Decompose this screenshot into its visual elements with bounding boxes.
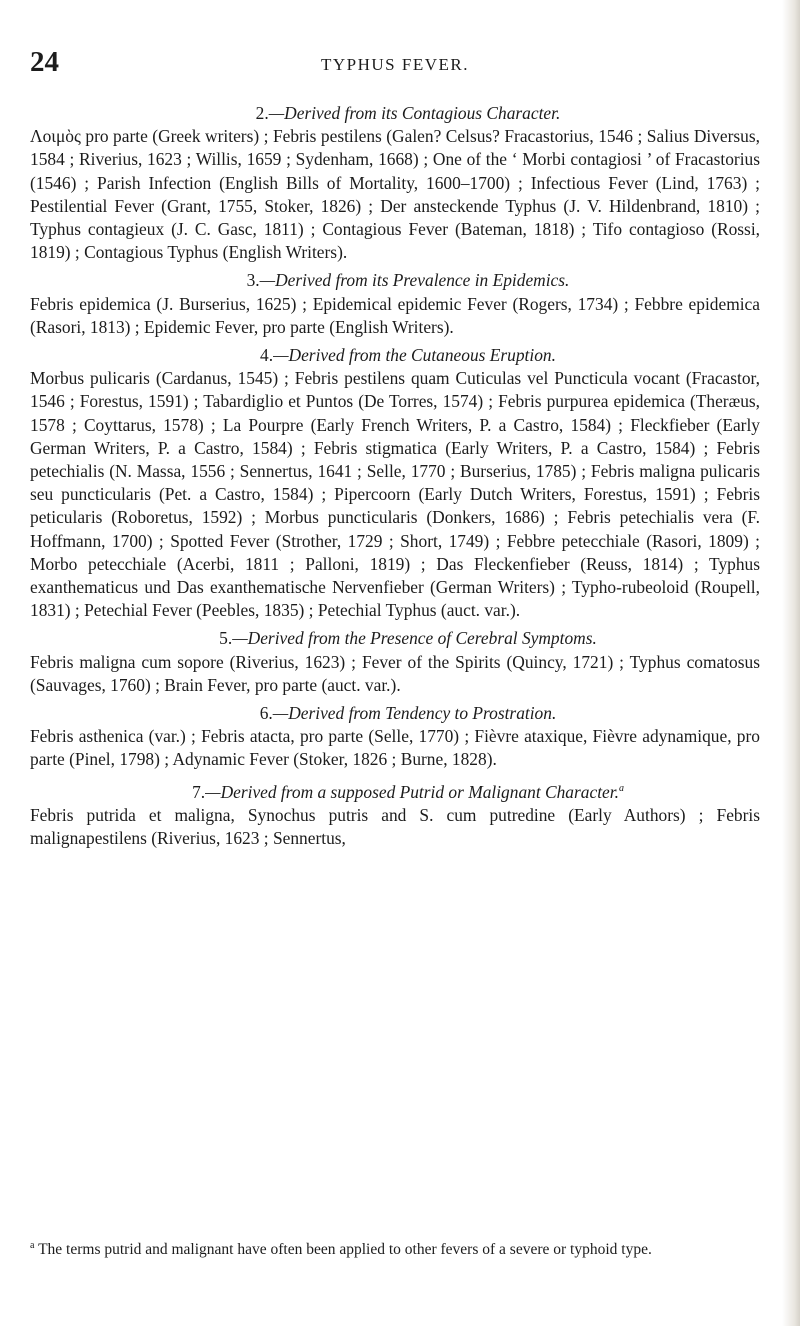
section-text: Λοιμὸς pro parte (Greek writers) ; Febris pestilens (Galen? Celsus? Fracastorius, 1546 ; Salius Diversus, 1584 ; Riverius, 1623 ; Willis, 1659 ; Sydenham, 1668) ; One of the ‘ Morbi contagiosi ’ of Fracastorius (1546) ; Parish Infection (English Bills of Mortality, 1600–1700) ; Infectious Fever (Lind, 1763) ; Pestilential Fever (Grant, 1755, Stoker, 1826) ; Der ansteckende Typhus (J. V. Hildenbrand, 1810) ; Typhus contagieux (J. C. Gasc, 1811) ; Contagious Fever (Bateman, 1818) ; Tifo contagioso (Rossi, 1819) ; Contagious Typhus (English Writers). <box>30 126 760 263</box>
section-text: Febris asthenica (var.) ; Febris atacta, pro parte (Selle, 1770) ; Fièvre ataxique, Fièvre adynamique, pro parte (Pinel, 1798) ; Adynamic Fever (Stoker, 1826 ; Burne, 1828). <box>30 726 760 770</box>
footnote-text: The terms putrid and malignant have often been applied to other fevers of a severe or typhoid type. <box>38 1241 652 1259</box>
section-heading: 3.—Derived from its Prevalence in Epidemics. <box>246 270 570 291</box>
section-heading: 2.—Derived from its Contagious Character. <box>255 103 561 123</box>
section-heading: 5.—Derived from the Presence of Cerebral Symptoms. <box>219 628 597 649</box>
section-heading: 4.—Derived from the Cutaneous Eruption. <box>260 345 556 366</box>
footnote-mark: a <box>30 1240 35 1251</box>
running-title: TYPHUS FEVER. <box>321 55 469 74</box>
page-body <box>30 102 760 855</box>
page-number: 24 <box>30 46 59 78</box>
section-heading: 6.—Derived from Tendency to Prostration. <box>259 703 557 724</box>
section-text: Morbus pulicaris (Cardanus, 1545) ; Febris pestilens quam Cuticulas vel Puncticula vocant (Fracastor, 1546 ; Forestus, 1591) ; Tabardiglio et Puntos (De Torres, 1574) ; Febris purpurea epidemica (Theræus, 1578 ; Coyttarus, 1578) ; La Pourpre (Early French Writers, P. a Castro, 1584) ; Fleckfieber (Early German Writers, P. a Castro, 1584) ; Febris stigmatica (Early Writers, P. a Castro, 1584) ; Febris petechialis (N. Massa, 1556 ; Sennertus, 1641 ; Selle, 1770 ; Burserius, 1785) ; Febris maligna pulicaris seu puncticularis (Pet. a Castro, 1584) ; Pipercoorn (Early Dutch Writers, Forestus, 1591) ; Febris peticularis (Roboretus, 1592) ; Morbus puncticularis (Donkers, 1686) ; Febris petechialis vera (F. Hoffmann, 1700) ; Spotted Fever (Strother, 1729 ; Short, 1749) ; Febbre petecchiale (Rasori, 1809) ; Morbo petecchiale (Acerbi, 1811 ; Palloni, 1819) ; Das Fleckenfieber (Reuss, 1814) ; Typhus exanthematicus und Das exanthematische Nervenfieber (German Writers) ; Typho-rubeoloid (Roupell, 1831) ; Petechial Fever (Peebles, 1835) ; Petechial Typhus (auct. var.). <box>30 368 760 621</box>
footnote-marker: a <box>618 782 624 794</box>
footnote <box>30 1236 760 1259</box>
page-edge-shadow <box>782 0 800 1326</box>
section-heading: 7.—Derived from a supposed Putrid or Malignant Character.$^a$ <box>192 781 624 802</box>
section-text: Febris epidemica (J. Burserius, 1625) ; Epidemical epidemic Fever (Rogers, 1734) ; Febbre epidemica (Rasori, 1813) ; Epidemic Fever, pro parte (English Writers). <box>30 293 760 337</box>
running-head <box>30 46 760 80</box>
section-text: Febris putrida et maligna, Synochus putris and S. cum putredine (Early Authors) ; Febris malignapestilens (Riverius, 1623 ; Sennertus, <box>30 804 760 848</box>
section-text: Febris maligna cum sopore (Riverius, 1623) ; Fever of the Spirits (Quincy, 1721) ; Typhus comatosus (Sauvages, 1760) ; Brain Fever, pro parte (auct. var.). <box>30 651 760 695</box>
